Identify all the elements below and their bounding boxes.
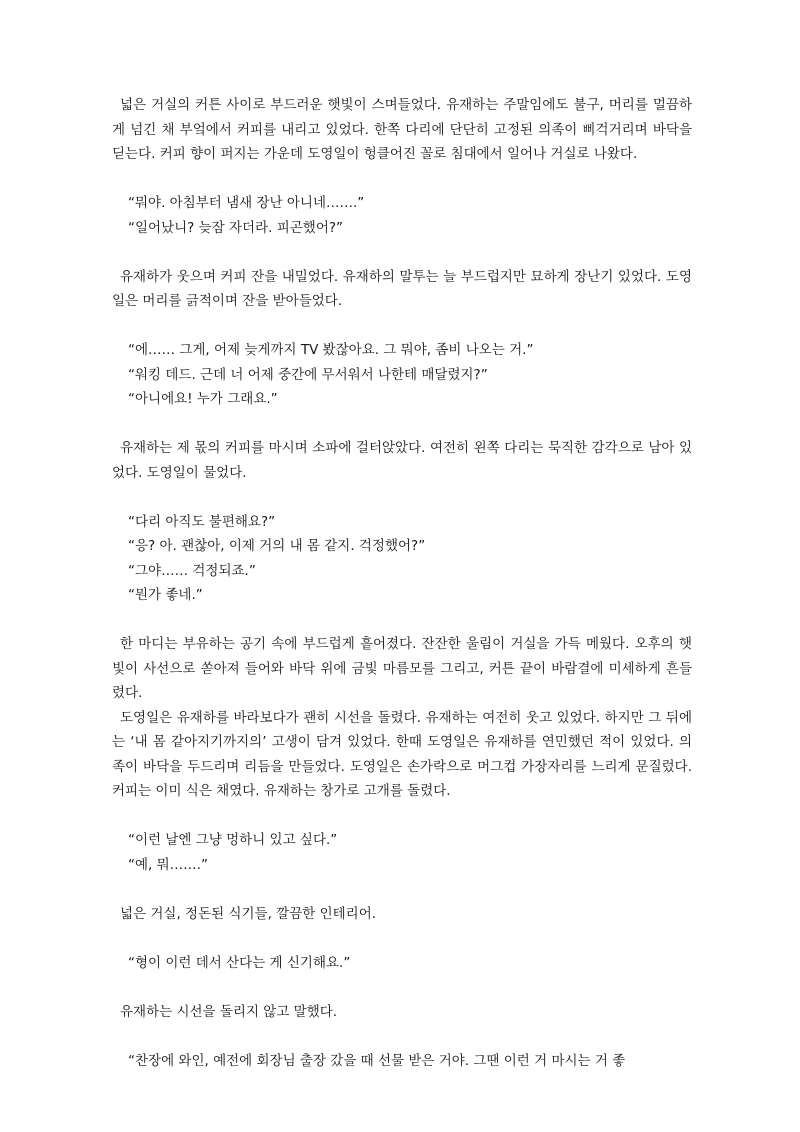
dialogue-line: “예, 뭐…….” (128, 856, 208, 873)
dialogue-line: “아니에요! 누가 그래요.” (128, 391, 278, 407)
paragraph: 유재하가 웃으며 커피 잔을 내밀었다. 유재하의 말투는 늘 부드럽지만 묘하게 장난기 있었다. 도영일은 머리를 긁적이며 잔을 받아들었다. (112, 268, 692, 309)
dialogue-line: “형이 이런 데서 산다는 게 신기해요.” (128, 954, 351, 971)
dialogue-line: “이런 날엔 그냥 멍하니 있고 싶다.” (128, 832, 338, 848)
paragraph: 넓은 거실, 정돈된 식기들, 깔끔한 인테리어. (120, 905, 377, 922)
dialogue-line: “에…… 그게, 어제 늦게까지 TV 봤잖아요. 그 뭐야, 좀비 나오는 거.” (128, 342, 534, 358)
paragraph: 유재하는 시선을 돌리지 않고 말했다. (120, 1003, 338, 1020)
dialogue-line: “뭔가 좋네.” (128, 587, 203, 603)
dialogue-line: “응? 아. 괜찮아, 이제 거의 내 몸 같지. 걱정했어?” (128, 538, 426, 554)
paragraph: 도영일은 유재하를 바라보다가 괜히 시선을 돌렸다. 유재하는 여전히 웃고 있었다. 하지만 그 뒤에는 ‘내 몸 같아지기까지의’ 고생이 담겨 있었다. 한때 도영일은 유재하를 연민했던 적이 있었다. 의족이 바닥을 두드리며 리듬을 만들었다. 도영일은 손가락으로 머그컵 가장자리를 느리게 문질렀다. 커피는 이미 식은 채였다. 유재하는 창가로 고개를 돌렸다. (112, 709, 692, 799)
dialogue-line: “찬장에 와인, 예전에 회장님 출장 갔을 때 선물 받은 거야. 그땐 이런 거 마시는 거 좋 (128, 1052, 626, 1069)
paragraph: 유재하는 제 몫의 커피를 마시며 소파에 걸터앉았다. 여전히 왼쪽 다리는 묵직한 감각으로 남아 있었다. 도영일이 물었다. (112, 440, 692, 481)
dialogue-line: “다리 아직도 불편해요?” (128, 513, 276, 530)
paragraph: 한 마디는 부유하는 공기 속에 부드럽게 흩어졌다. 잔잔한 울림이 거실을 가득 메웠다. 오후의 햇빛이 사선으로 쏟아져 들어와 바닥 위에 금빛 마름모를 그리고, 커튼 끝이 바람결에 미세하게 흔들렸다. (112, 636, 692, 701)
dialogue-line: “일어났니? 늦잠 자더라. 피곤했어?” (128, 219, 344, 236)
dialogue-line: “뭐야. 아침부터 냄새 장난 아니네…….” (128, 195, 365, 211)
dialogue-line: “그야…… 걱정되죠.” (128, 562, 256, 579)
document-body (112, 93, 692, 1073)
paragraph: 넓은 거실의 커튼 사이로 부드러운 햇빛이 스며들었다. 유재하는 주말임에도 불구, 머리를 멀끔하게 넘긴 채 부엌에서 커피를 내리고 있었다. 한쪽 다리에 단단히 고정된 의족이 삐걱거리며 바닥을 딛는다. 커피 향이 퍼지는 가운데 도영일이 헝클어진 꼴로 침대에서 일어나 거실로 나왔다. (112, 97, 692, 162)
dialogue-line: “워킹 데드. 근데 너 어제 중간에 무서워서 나한테 매달렸지?” (128, 366, 488, 383)
